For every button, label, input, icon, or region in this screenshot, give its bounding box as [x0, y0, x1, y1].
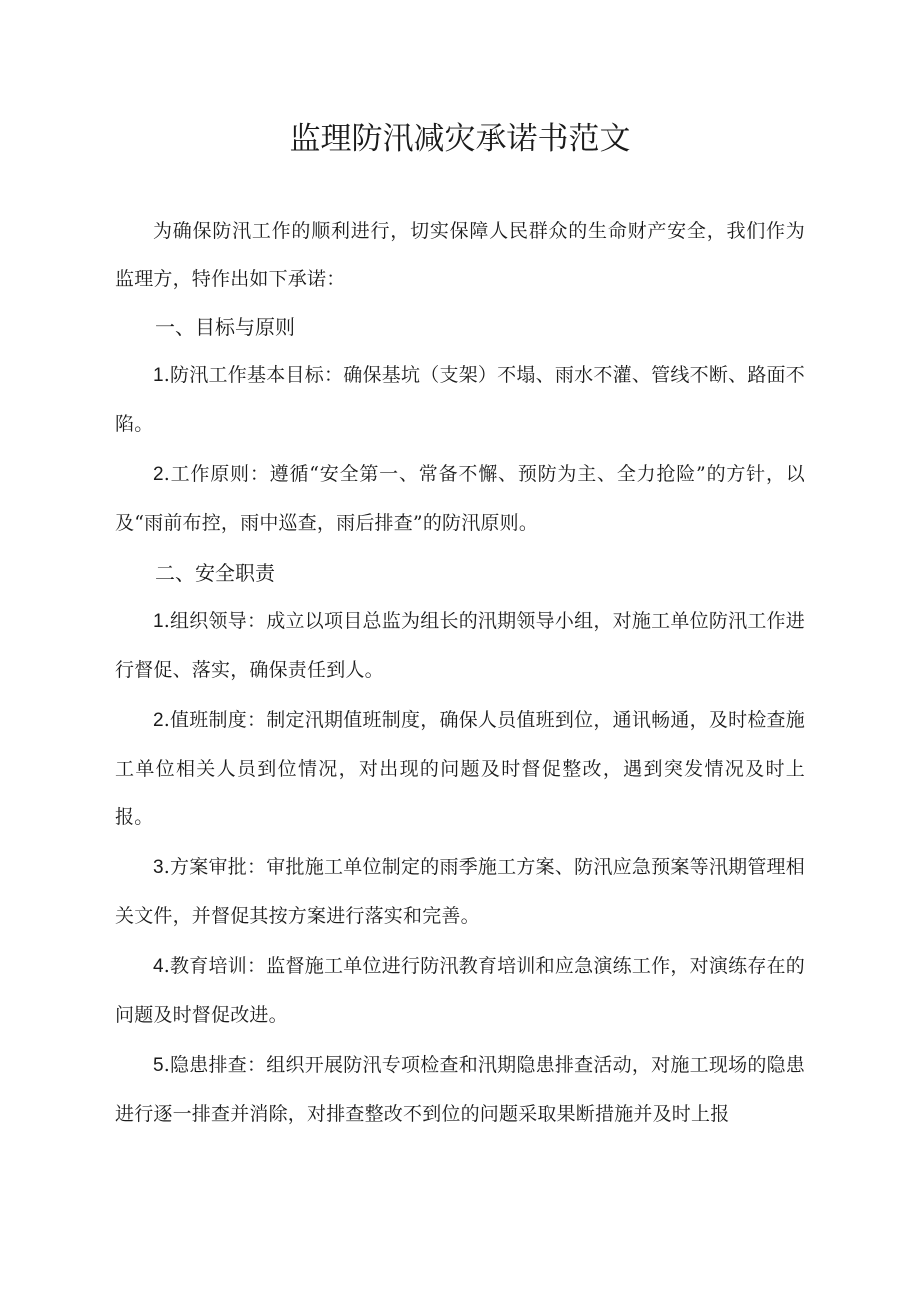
list-item — [115, 1041, 805, 1138]
list-item — [115, 696, 805, 841]
intro-paragraph: 为确保防汛工作的顺利进行，切实保障人民群众的生命财产安全，我们作为监理方，特作出如下承诺： — [115, 220, 805, 290]
item-text: .隐患排查：组织开展防汛专项检查和汛期隐患排查活动，对施工现场的隐患进行逐一排查并消除，对排查整改不到位的问题采取果断措施并及时上报 — [115, 1054, 805, 1125]
item-text: .值班制度：制定汛期值班制度，确保人员值班到位，通讯畅通，及时检查施工单位相关人员到位情况，对出现的问题及时督促整改，遇到突发情况及时上报。 — [115, 709, 805, 828]
item-text: .组织领导：成立以项目总监为组长的汛期领导小组，对施工单位防汛工作进行督促、落实，确保责任到人。 — [115, 610, 805, 681]
section-heading-goals: 一、目标与原则 — [155, 315, 295, 339]
document-title: 监理防汛减灾承诺书范文 — [289, 121, 631, 157]
item-number: 3 — [153, 857, 164, 878]
section-heading-duties: 二、安全职责 — [155, 561, 275, 585]
item-text: .方案审批：审批施工单位制定的雨季施工方案、防汛应急预案等汛期管理相关文件，并督促其按方案进行落实和完善。 — [115, 856, 805, 927]
item-number: 1 — [153, 611, 164, 632]
item-number: 2 — [153, 464, 164, 485]
list-item — [115, 942, 805, 1039]
item-text: .防汛工作基本目标：确保基坑（支架）不塌、雨水不灌、管线不断、路面不陷。 — [115, 364, 805, 435]
item-number: 1 — [153, 365, 164, 386]
list-item — [115, 843, 805, 940]
item-text: .工作原则：遵循“安全第一、常备不懈、预防为主、全力抢险”的方针，以及“雨前布控，雨中巡查，雨后排查”的防汛原则。 — [115, 463, 805, 534]
item-number: 2 — [153, 710, 164, 731]
item-text: .教育培训：监督施工单位进行防汛教育培训和应急演练工作，对演练存在的问题及时督促改进。 — [115, 955, 805, 1026]
item-number: 5 — [153, 1055, 164, 1076]
list-item — [115, 597, 805, 694]
list-item — [115, 351, 805, 448]
item-number: 4 — [153, 956, 164, 977]
list-item — [115, 450, 805, 547]
document-body — [115, 207, 805, 1138]
